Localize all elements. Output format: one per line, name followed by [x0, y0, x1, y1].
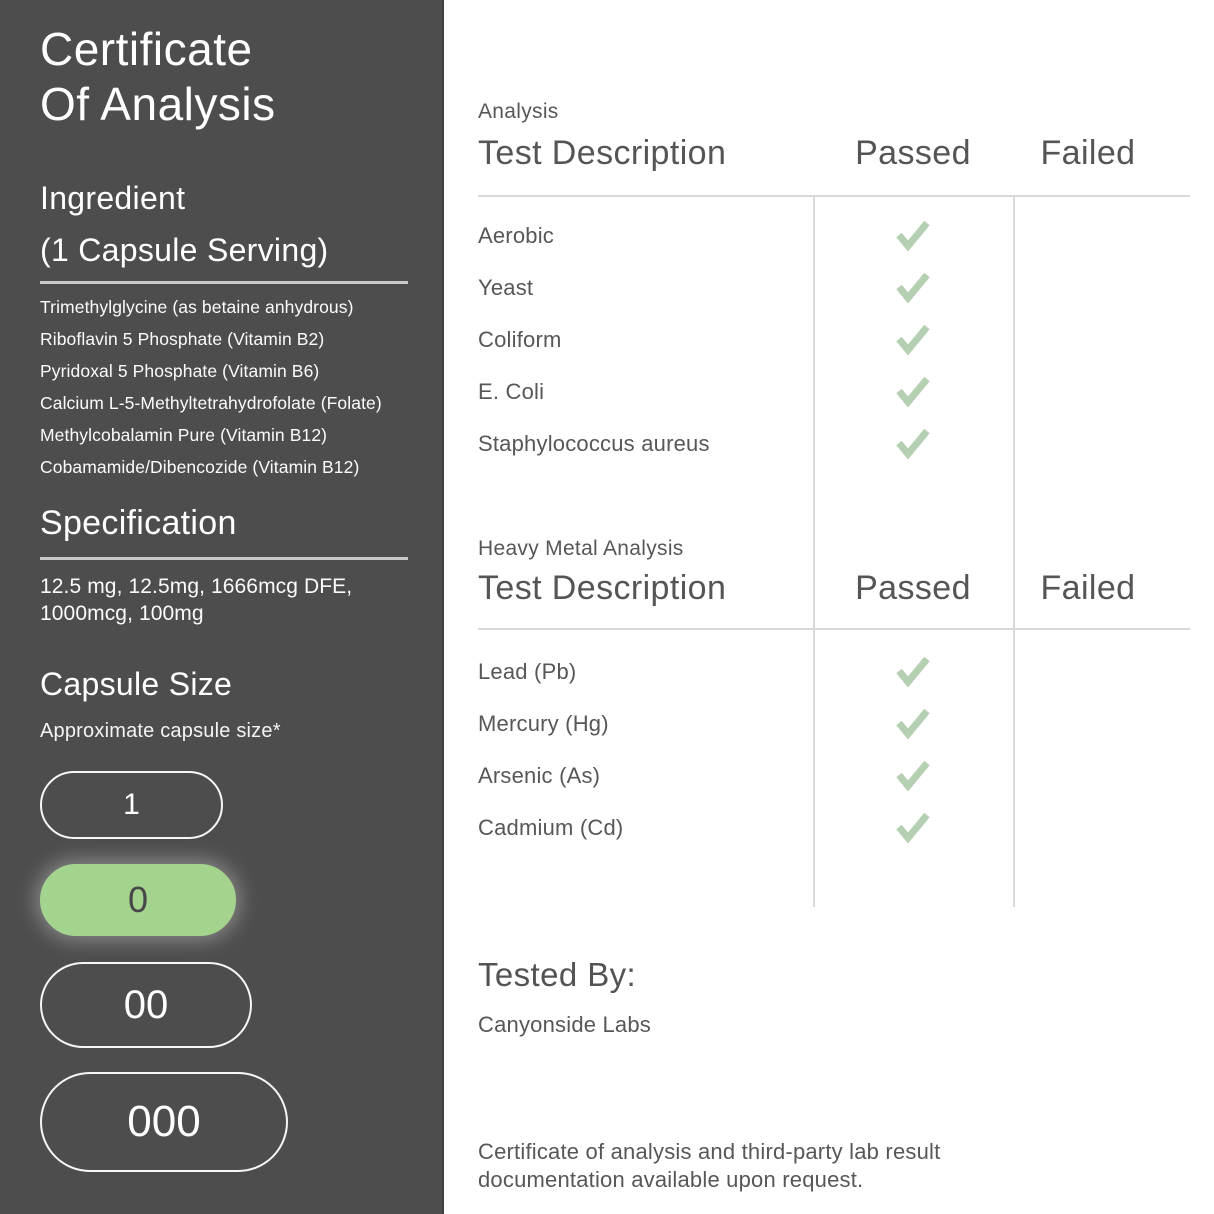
analysis-header-divider: [478, 195, 1190, 197]
ingredient-item: Methylcobalamin Pure (Vitamin B12): [40, 425, 328, 445]
ingredient-item: Calcium L-5-Methyltetrahydrofolate (Folate): [40, 393, 382, 413]
passed-cell: [813, 376, 1013, 408]
capsule-size-option[interactable]: [40, 962, 252, 1048]
capsule-size-option-label: 1: [123, 788, 140, 821]
column-header-failed: Failed: [1040, 569, 1136, 607]
table-row: [478, 314, 1190, 366]
check-icon: [894, 272, 932, 304]
page-title: [40, 22, 406, 132]
table-row: [478, 210, 1190, 262]
capsule-size-options: [40, 771, 406, 1172]
ingredient-divider: [40, 281, 408, 284]
column-header-passed: Passed: [855, 569, 971, 607]
passed-cell: [813, 220, 1013, 252]
passed-cell: [813, 812, 1013, 844]
check-icon: [894, 220, 932, 252]
test-name: Coliform: [478, 327, 562, 352]
analysis-section-label: Analysis: [478, 100, 559, 123]
heavy-metal-header-divider: [478, 628, 1190, 630]
heavy-metal-table-header: [478, 569, 1190, 608]
passed-cell: [813, 272, 1013, 304]
test-name: Staphylococcus aureus: [478, 431, 710, 456]
test-name: Mercury (Hg): [478, 711, 609, 736]
heavy-metal-section-label: Heavy Metal Analysis: [478, 537, 684, 560]
specification-value: 12.5 mg, 12.5mg, 1666mcg DFE, 1000mcg, 100mg: [40, 575, 353, 625]
tested-by-heading: Tested By:: [478, 956, 637, 993]
failed-cell: [1013, 220, 1163, 252]
sidebar: [0, 0, 444, 1214]
ingredient-heading: [40, 172, 406, 276]
failed-cell: [1013, 812, 1163, 844]
table-row: [478, 802, 1190, 854]
test-name: Aerobic: [478, 223, 554, 248]
capsule-size-option-label: 000: [127, 1097, 201, 1146]
ingredient-item: Cobamamide/Dibencozide (Vitamin B12): [40, 457, 360, 477]
specification-divider: [40, 557, 408, 560]
capsule-size-option[interactable]: [40, 864, 236, 936]
column-divider: [813, 195, 815, 907]
test-name: Arsenic (As): [478, 763, 601, 788]
test-name: E. Coli: [478, 379, 545, 404]
specification-heading: Specification: [40, 504, 237, 542]
capsule-size-option[interactable]: [40, 771, 223, 839]
page-title-line1: Certificate: [40, 23, 253, 75]
check-icon: [894, 760, 932, 792]
passed-cell: [813, 760, 1013, 792]
ingredient-heading-line1: Ingredient: [40, 180, 186, 216]
check-icon: [894, 812, 932, 844]
table-row: [478, 418, 1190, 470]
column-header-test-description: Test Description: [478, 134, 727, 172]
footer-note: Certificate of analysis and third-party lab result documentation available upon request.: [478, 1139, 941, 1192]
column-header-passed: Passed: [855, 134, 971, 172]
table-row: [478, 750, 1190, 802]
passed-cell: [813, 428, 1013, 460]
passed-cell: [813, 656, 1013, 688]
table-row: [478, 262, 1190, 314]
ingredient-heading-line2: (1 Capsule Serving): [40, 232, 329, 268]
table-row: [478, 698, 1190, 750]
test-name: Yeast: [478, 275, 534, 300]
column-header-test-description: Test Description: [478, 569, 727, 607]
check-icon: [894, 428, 932, 460]
capsule-size-option-label: 0: [127, 879, 149, 920]
table-row: [478, 366, 1190, 418]
ingredient-list: [40, 297, 408, 478]
failed-cell: [1013, 656, 1163, 688]
ingredient-item: Riboflavin 5 Phosphate (Vitamin B2): [40, 329, 325, 349]
check-icon: [894, 656, 932, 688]
passed-cell: [813, 324, 1013, 356]
failed-cell: [1013, 376, 1163, 408]
capsule-size-option-label: 00: [123, 982, 169, 1027]
analysis-table-header: [478, 134, 1190, 173]
analysis-table-rows: [478, 210, 1190, 470]
passed-cell: [813, 708, 1013, 740]
test-name: Cadmium (Cd): [478, 815, 624, 840]
column-divider: [1013, 195, 1015, 907]
failed-cell: [1013, 428, 1163, 460]
certificate-content: [444, 0, 1214, 1214]
ingredient-item: Trimethylglycine (as betaine anhydrous): [40, 297, 354, 317]
heavy-metal-table-rows: [478, 646, 1190, 854]
column-header-failed: Failed: [1040, 134, 1136, 172]
table-row: [478, 646, 1190, 698]
check-icon: [894, 376, 932, 408]
test-name: Lead (Pb): [478, 659, 577, 684]
capsule-size-option[interactable]: [40, 1072, 288, 1172]
page-title-line2: Of Analysis: [40, 78, 276, 130]
failed-cell: [1013, 324, 1163, 356]
tested-by-value: Canyonside Labs: [478, 1012, 652, 1037]
check-icon: [894, 708, 932, 740]
failed-cell: [1013, 272, 1163, 304]
failed-cell: [1013, 708, 1163, 740]
capsule-size-heading: Capsule Size: [40, 666, 233, 702]
capsule-size-subheading: Approximate capsule size*: [40, 720, 281, 742]
check-icon: [894, 324, 932, 356]
failed-cell: [1013, 760, 1163, 792]
ingredient-item: Pyridoxal 5 Phosphate (Vitamin B6): [40, 361, 320, 381]
